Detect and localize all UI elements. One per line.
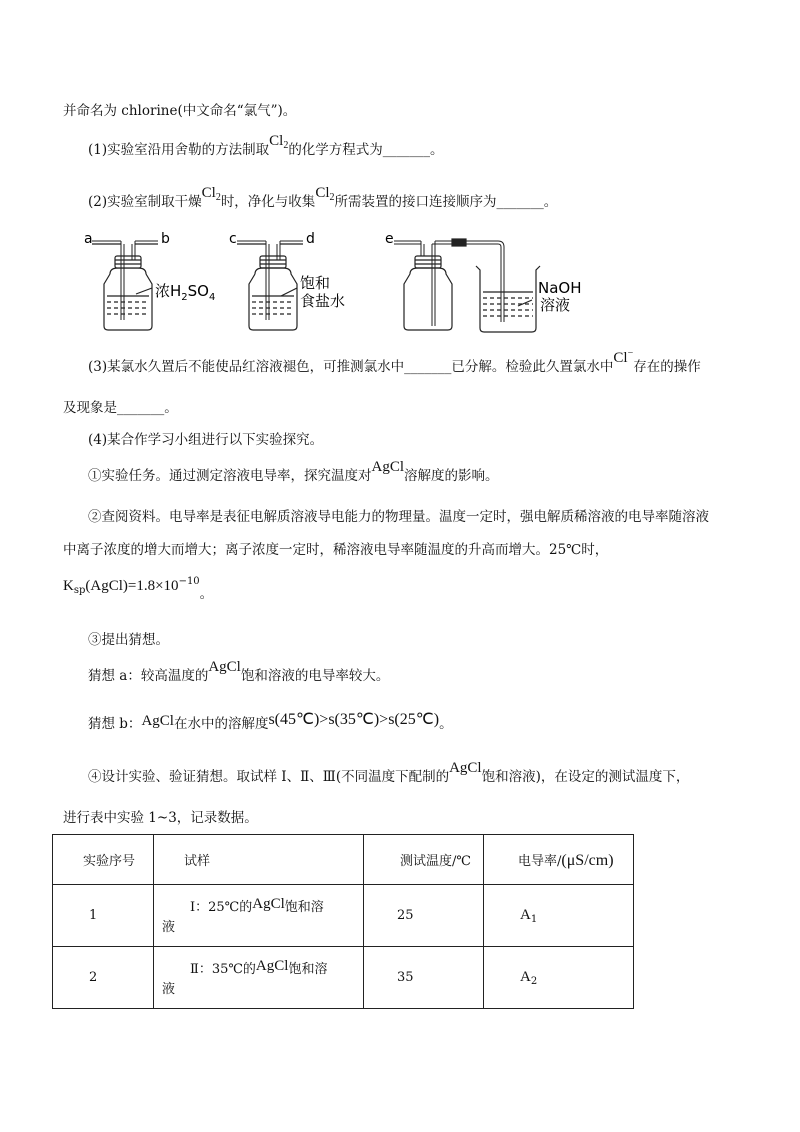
q3-suffix: 存在的操作 [633, 359, 701, 375]
ksp-expression: $K_{sp}(AgCl)=1.8\times 10^{-10}$。 [63, 576, 214, 602]
port-a-label: a [84, 231, 93, 247]
question-3-line1 [88, 348, 701, 376]
bottle1-label: 浓$H_2SO_4$ [155, 282, 216, 303]
wash-bottle-sulfuric-acid [92, 241, 158, 330]
design-line2: 进行表中实验 1~3，记录数据。 [63, 810, 258, 826]
row1-temp: 25 [364, 885, 484, 947]
task-suffix: 溶解度的影响。 [404, 468, 499, 484]
info-line1: ②查阅资料。电导率是表征电解质溶液导电能力的物理量。温度一定时，强电解质稀溶液的电导率随溶液 [88, 509, 709, 525]
row2-value: $A_2$ [484, 947, 634, 1009]
question-3-line2: 及现象是_______。 [63, 400, 178, 416]
guess-b-end: 。 [439, 716, 453, 732]
task-line [88, 459, 499, 485]
row2-sample: Ⅱ：35℃的AgCl饱和溶 液 [154, 947, 364, 1009]
apparatus-diagram [80, 226, 600, 338]
design-formula: AgCl [449, 760, 482, 776]
guess-title: ③提出猜想。 [88, 632, 169, 648]
beaker-label-line2: 溶液 [540, 296, 571, 314]
design-suffix: 饱和溶液)，在设定的测试温度下， [481, 769, 690, 785]
port-e-label: e [385, 231, 394, 247]
guess-a-formula: AgCl [208, 659, 241, 675]
q1-formula: $Cl_2$ [269, 133, 289, 151]
header-col4: 电导率/(μS/cm) [484, 835, 634, 885]
guess-a-suffix: 饱和溶液的电导率较大。 [240, 668, 390, 684]
question-1 [88, 133, 444, 160]
guess-b-mid: 在水中的溶解度 [173, 716, 269, 732]
table-header-row [53, 835, 634, 885]
header-col1: 实验序号 [53, 835, 154, 885]
table-row [53, 947, 634, 1009]
beaker-label-line1: NaOH [538, 279, 582, 297]
row2-no: 2 [53, 947, 154, 1009]
guess-b-formula: AgCl [141, 713, 174, 729]
q2-suffix: 所需装置的接口连接顺序为_______。 [334, 194, 558, 210]
question-4-title: (4)某合作学习小组进行以下实验探究。 [88, 432, 324, 448]
bottle2-label-line2: 食盐水 [300, 292, 346, 310]
beaker-naoh [476, 266, 540, 332]
guess-a [88, 659, 390, 685]
row1-sample: Ⅰ：25℃的AgCl饱和溶 液 [154, 885, 364, 947]
row1-no: 1 [53, 885, 154, 947]
header-col3: 测试温度/℃ [364, 835, 484, 885]
header-col2: 试样 [154, 835, 364, 885]
task-formula: AgCl [371, 459, 405, 475]
guess-b [88, 712, 453, 733]
bottle2-label-line1: 饱和 [300, 274, 331, 292]
task-prefix: ①实验任务。通过测定溶液电导率，探究温度对 [88, 468, 372, 484]
row1-value: $A_1$ [484, 885, 634, 947]
q2-formula-2: $Cl_2$ [315, 185, 335, 203]
q3-ion: Cl− [613, 348, 634, 366]
info-line2: 中离子浓度的增大而增大；离子浓度一定时，稀溶液电导率随温度的升高而增大。25℃时， [63, 542, 609, 558]
q2-prefix: (2)实验室制取干燥 [88, 194, 202, 210]
experiment-table [52, 834, 634, 1009]
q1-suffix: 的化学方程式为_______。 [288, 142, 444, 158]
q3-prefix: (3)某氯水久置后不能使品红溶液褪色，可推测氯水中_______已分解。检验此久置氯水中 [88, 359, 614, 375]
collection-bottle [394, 239, 504, 330]
q2-formula-1: $Cl_2$ [201, 185, 221, 203]
q1-prefix: (1)实验室沿用舍勒的方法制取 [88, 142, 270, 158]
table-row [53, 885, 634, 947]
guess-a-prefix: 猜想 a：较高温度的 [88, 668, 209, 684]
design-line1 [88, 760, 690, 786]
port-b-label: b [161, 231, 170, 247]
design-prefix: ④设计实验、验证猜想。取试样 Ⅰ、Ⅱ、Ⅲ(不同温度下配制的 [88, 769, 450, 785]
guess-b-prefix: 猜想 b： [88, 716, 142, 732]
q2-mid: 时，净化与收集 [220, 194, 316, 210]
row2-temp: 35 [364, 947, 484, 1009]
intro-line: 并命名为 chlorine(中文命名“氯气”)。 [63, 103, 297, 119]
wash-bottle-brine [237, 241, 303, 330]
question-2 [88, 185, 558, 212]
guess-b-expr: s(45℃)>s(35℃)>s(25℃) [268, 711, 440, 728]
port-d-label: d [306, 231, 315, 247]
port-c-label: c [229, 231, 237, 247]
